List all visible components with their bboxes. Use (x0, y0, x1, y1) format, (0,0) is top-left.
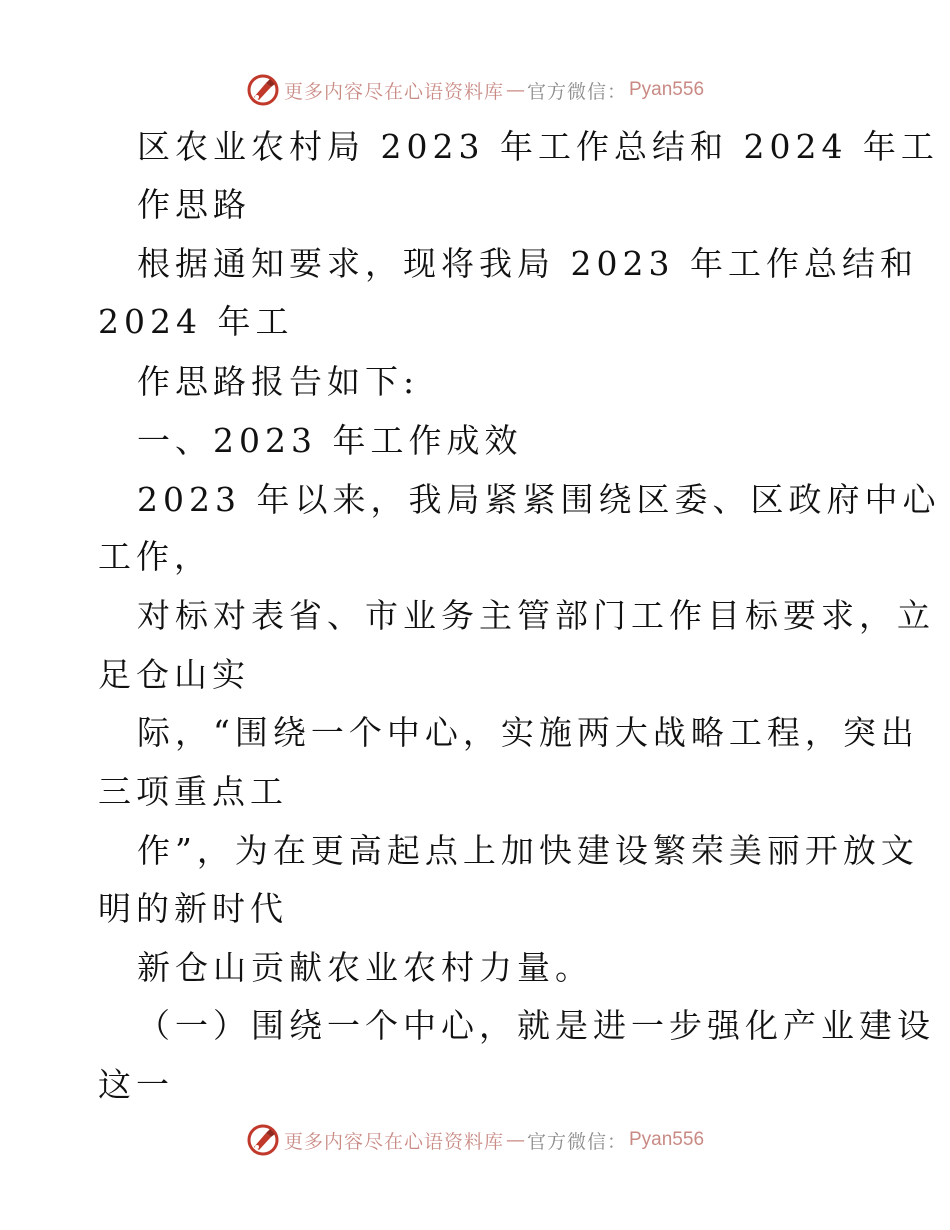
banner-dash: — (505, 1129, 525, 1151)
paragraph-line: 足仓山实 (98, 655, 250, 694)
wechat-label: 官方微信： (526, 80, 627, 103)
promo-text: 更多内容尽在心语资料库 (283, 1130, 504, 1153)
paragraph-line: 作”，为在更高起点上加快建设繁荣美丽开放文 (137, 831, 919, 870)
paragraph-line: 新仓山贡献农业农村力量。 (137, 948, 593, 987)
paragraph-line: 作思路报告如下: (137, 362, 420, 401)
paragraph-line: 2024 年工 (98, 302, 294, 341)
paragraph-line: 这一 (98, 1065, 174, 1104)
wechat-label: 官方微信： (526, 1130, 627, 1153)
paragraph-line: 2023 年以来，我局紧紧围绕区委、区政府中心 (137, 480, 941, 519)
paragraph-line: 根据通知要求，现将我局 2023 年工作总结和 (137, 244, 918, 283)
paragraph-line: 工作， (98, 537, 212, 576)
subsection-heading: （一）围绕一个中心，就是进一步强化产业建设 (137, 1006, 935, 1045)
section-heading: 一、2023 年工作成效 (137, 421, 523, 460)
paragraph-line: 三项重点工 (98, 772, 288, 811)
wechat-id: Pyan556 (629, 1129, 705, 1150)
footer-banner (0, 1120, 950, 1160)
paragraph-line: 对标对表省、市业务主管部门工作目标要求，立 (137, 596, 935, 635)
promo-text: 更多内容尽在心语资料库 (283, 80, 504, 103)
title-line-2: 作思路 (137, 185, 251, 224)
banner-dash: — (505, 79, 525, 101)
wechat-id: Pyan556 (629, 79, 705, 100)
pen-logo-icon (246, 1123, 280, 1157)
paragraph-line: 际，“围绕一个中心，实施两大战略工程，突出 (137, 713, 919, 752)
paragraph-line: 明的新时代 (98, 889, 288, 928)
title-line-1: 区农业农村局 2023 年工作总结和 2024 年工 (137, 127, 939, 166)
